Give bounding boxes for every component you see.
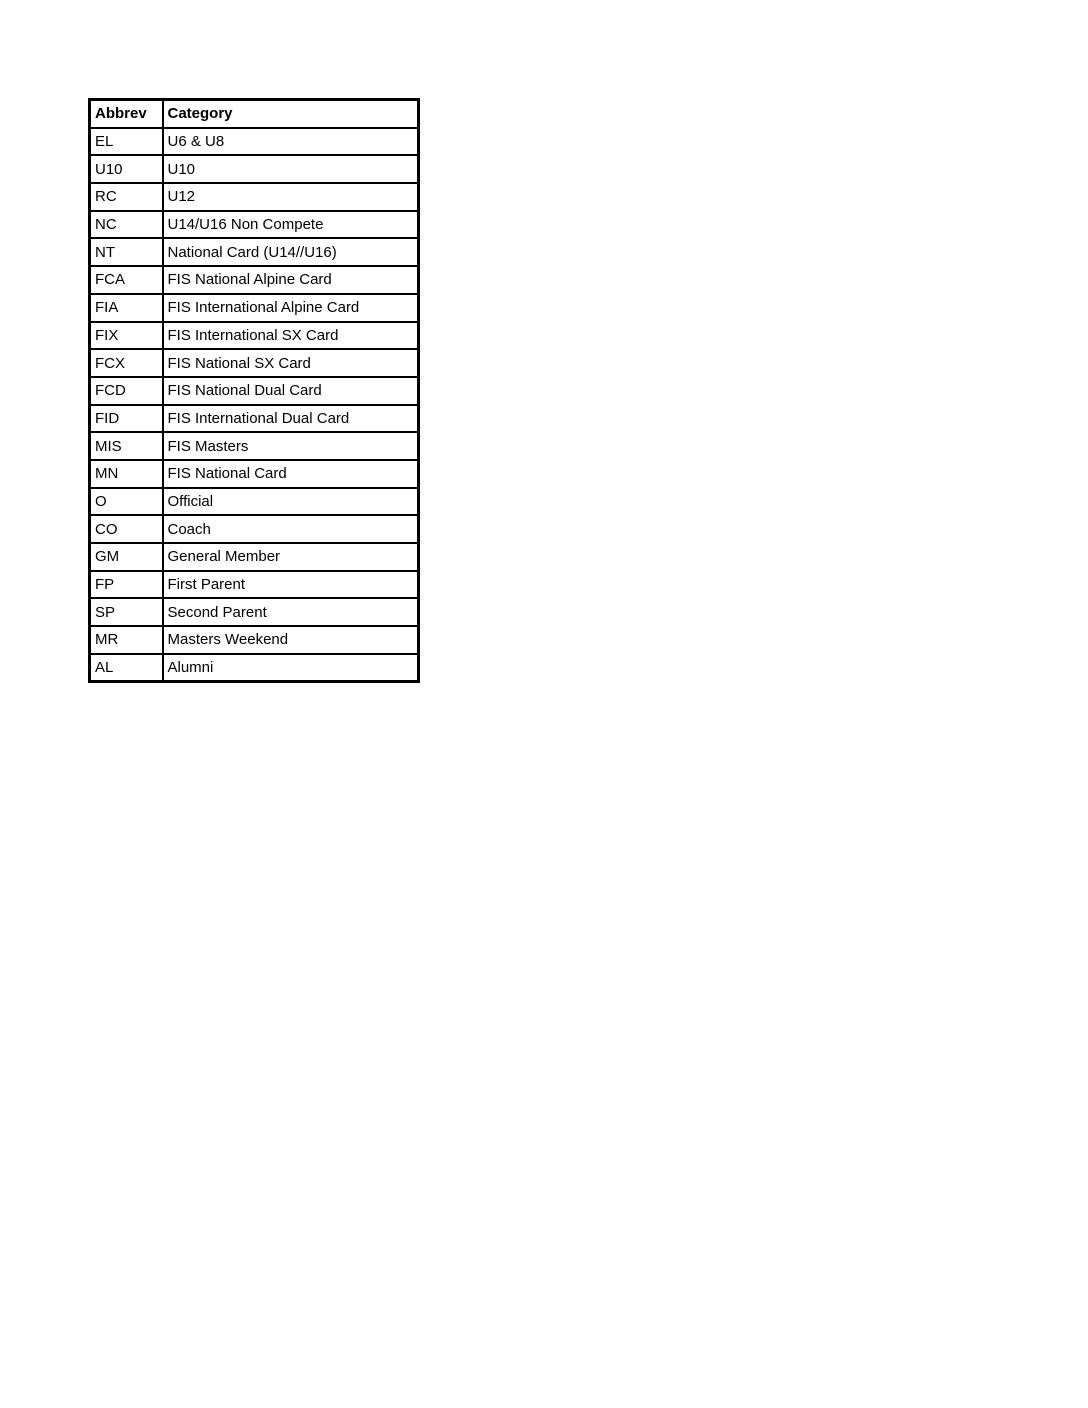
abbrev-cell: NT bbox=[90, 238, 163, 266]
category-cell: U10 bbox=[163, 155, 419, 183]
table-row bbox=[90, 543, 419, 571]
category-cell: FIS Masters bbox=[163, 432, 419, 460]
category-cell: Masters Weekend bbox=[163, 626, 419, 654]
table-row bbox=[90, 211, 419, 239]
table-header-row bbox=[90, 100, 419, 128]
category-cell: FIS National SX Card bbox=[163, 349, 419, 377]
category-cell: Alumni bbox=[163, 654, 419, 682]
abbrev-cell: MN bbox=[90, 460, 163, 488]
category-cell: FIS National Dual Card bbox=[163, 377, 419, 405]
abbrev-cell: MR bbox=[90, 626, 163, 654]
abbrev-cell: O bbox=[90, 488, 163, 516]
table-row bbox=[90, 128, 419, 156]
abbrev-cell: FIA bbox=[90, 294, 163, 322]
abbrev-cell: FP bbox=[90, 571, 163, 599]
table-row bbox=[90, 322, 419, 350]
table-row bbox=[90, 238, 419, 266]
category-cell: Official bbox=[163, 488, 419, 516]
table-row bbox=[90, 598, 419, 626]
table-row bbox=[90, 349, 419, 377]
header-category: Category bbox=[163, 100, 419, 128]
header-abbrev: Abbrev bbox=[90, 100, 163, 128]
abbrev-cell: U10 bbox=[90, 155, 163, 183]
abbrev-cell: FID bbox=[90, 405, 163, 433]
table-row bbox=[90, 405, 419, 433]
table-row bbox=[90, 515, 419, 543]
abbrev-cell: FCX bbox=[90, 349, 163, 377]
abbreviation-category-table bbox=[88, 98, 420, 683]
category-cell: U14/U16 Non Compete bbox=[163, 211, 419, 239]
category-cell: National Card (U14//U16) bbox=[163, 238, 419, 266]
table-row bbox=[90, 571, 419, 599]
abbrev-cell: SP bbox=[90, 598, 163, 626]
table-row bbox=[90, 377, 419, 405]
category-cell: FIS International Alpine Card bbox=[163, 294, 419, 322]
category-cell: FIS National Alpine Card bbox=[163, 266, 419, 294]
abbrev-cell: RC bbox=[90, 183, 163, 211]
category-cell: U6 & U8 bbox=[163, 128, 419, 156]
category-cell: FIS International Dual Card bbox=[163, 405, 419, 433]
abbrev-cell: MIS bbox=[90, 432, 163, 460]
table-row bbox=[90, 460, 419, 488]
category-cell: Coach bbox=[163, 515, 419, 543]
table-row bbox=[90, 432, 419, 460]
table-row bbox=[90, 294, 419, 322]
category-cell: First Parent bbox=[163, 571, 419, 599]
abbrev-cell: NC bbox=[90, 211, 163, 239]
abbrev-cell: AL bbox=[90, 654, 163, 682]
category-cell: FIS International SX Card bbox=[163, 322, 419, 350]
abbrev-cell: CO bbox=[90, 515, 163, 543]
category-cell: U12 bbox=[163, 183, 419, 211]
table-row bbox=[90, 266, 419, 294]
table-body bbox=[90, 128, 419, 682]
category-cell: General Member bbox=[163, 543, 419, 571]
abbrev-cell: FIX bbox=[90, 322, 163, 350]
category-cell: Second Parent bbox=[163, 598, 419, 626]
table-row bbox=[90, 654, 419, 682]
table-row bbox=[90, 488, 419, 516]
table-row bbox=[90, 183, 419, 211]
abbrev-cell: EL bbox=[90, 128, 163, 156]
category-cell: FIS National Card bbox=[163, 460, 419, 488]
abbrev-cell: FCD bbox=[90, 377, 163, 405]
abbrev-cell: GM bbox=[90, 543, 163, 571]
table-row bbox=[90, 626, 419, 654]
table-row bbox=[90, 155, 419, 183]
abbrev-cell: FCA bbox=[90, 266, 163, 294]
